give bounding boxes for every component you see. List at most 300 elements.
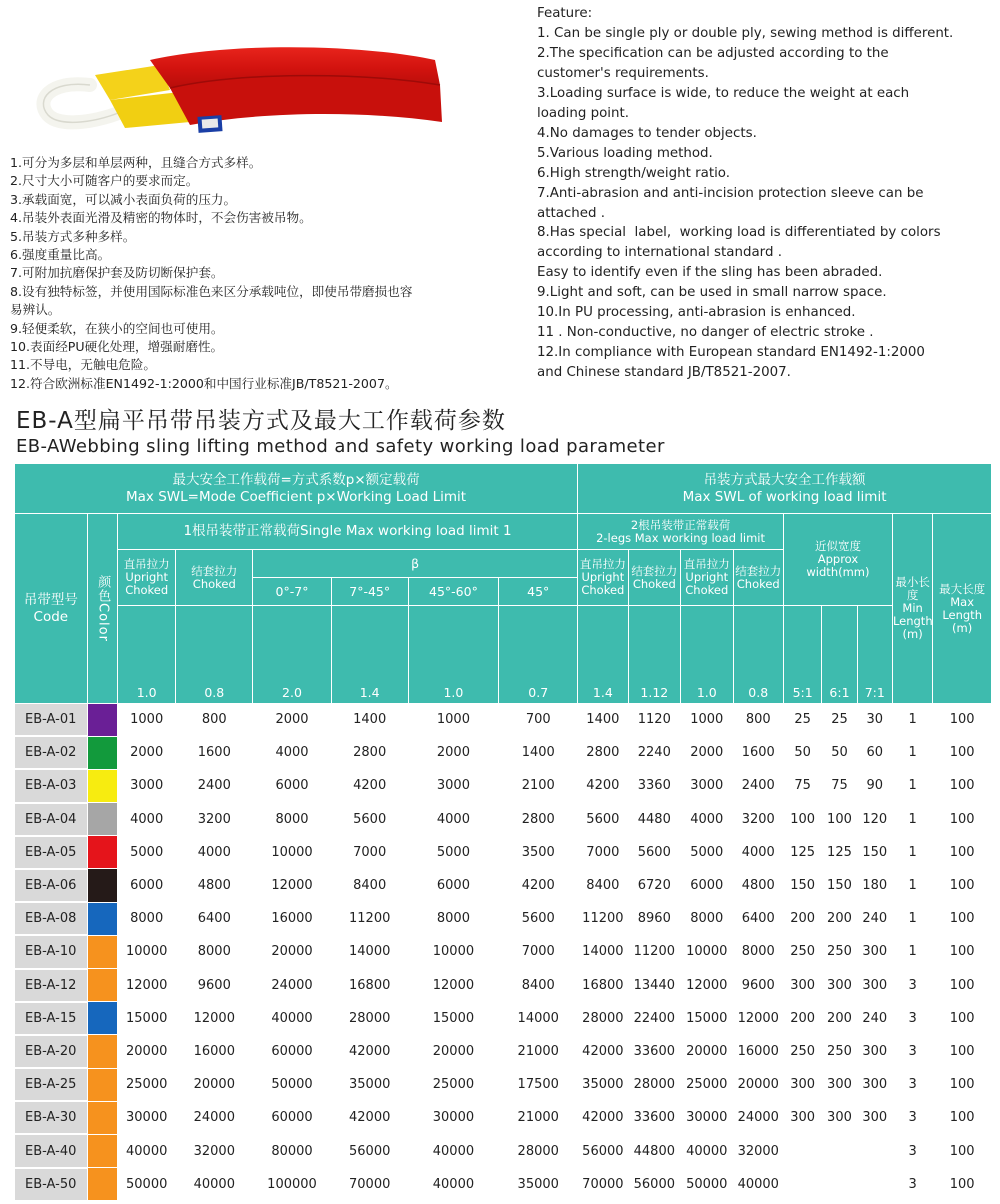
code-cell: EB-A-01	[15, 704, 88, 737]
header-choked: 结套拉力 Choked	[176, 550, 253, 606]
value-cell: 28000	[331, 1002, 408, 1035]
value-cell: 25	[822, 704, 857, 737]
value-cell: 5600	[331, 803, 408, 836]
value-cell: 22400	[628, 1002, 680, 1035]
value-cell: 100	[822, 803, 857, 836]
value-cell: 4000	[253, 736, 332, 769]
table-row	[15, 902, 992, 935]
color-swatch	[87, 803, 117, 836]
value-cell: 300	[783, 1101, 821, 1134]
value-cell: 12000	[176, 1002, 253, 1035]
value-cell: 5600	[628, 836, 680, 869]
table-row	[15, 704, 992, 737]
coefficient-cell: 1.0	[408, 606, 499, 704]
value-cell: 16000	[176, 1035, 253, 1068]
table-row	[15, 935, 992, 968]
value-cell: 1400	[331, 704, 408, 737]
value-cell: 2000	[253, 704, 332, 737]
value-cell: 24000	[253, 969, 332, 1002]
code-cell: EB-A-02	[15, 736, 88, 769]
value-cell: 5000	[681, 836, 733, 869]
feature-cn-line: 11.不导电，无触电危险。	[10, 357, 156, 373]
value-cell: 3	[892, 1002, 932, 1035]
value-cell: 10000	[117, 935, 176, 968]
value-cell	[822, 1134, 857, 1167]
value-cell: 3000	[117, 769, 176, 802]
feature-en-line: according to international standard .	[537, 245, 782, 261]
header-single: 1根吊装带正常载荷Single Max working load limit 1	[117, 514, 577, 550]
value-cell: 1000	[408, 704, 499, 737]
value-cell	[857, 1168, 892, 1201]
value-cell: 200	[783, 902, 821, 935]
table-row	[15, 736, 992, 769]
value-cell: 125	[822, 836, 857, 869]
value-cell: 4000	[408, 803, 499, 836]
header-angle-2: 45°-60°	[408, 578, 499, 606]
value-cell: 17500	[499, 1068, 578, 1101]
value-cell: 150	[857, 836, 892, 869]
feature-en-line: 3.Loading surface is wide, to reduce the weight at each	[537, 85, 910, 101]
value-cell: 21000	[499, 1035, 578, 1068]
feature-en-line: Easy to identify even if the sling has been abraded.	[537, 265, 883, 281]
value-cell: 3360	[628, 769, 680, 802]
color-swatch	[87, 1134, 117, 1167]
value-cell: 1600	[733, 736, 783, 769]
feature-en-line: 12.In compliance with European standard EN1492-1:2000	[537, 345, 925, 361]
feature-cn-line: 5.吊装方式多种多样。	[10, 228, 136, 244]
value-cell: 100	[933, 1035, 992, 1068]
feature-en-line: 9.Light and soft, can be used in small narrow space.	[537, 285, 887, 301]
value-cell: 10000	[253, 836, 332, 869]
value-cell: 1000	[681, 704, 733, 737]
value-cell: 16800	[578, 969, 628, 1002]
value-cell: 70000	[331, 1168, 408, 1201]
value-cell: 2000	[408, 736, 499, 769]
value-cell: 30000	[408, 1101, 499, 1134]
value-cell: 125	[783, 836, 821, 869]
value-cell: 13440	[628, 969, 680, 1002]
value-cell: 1	[892, 869, 932, 902]
feature-en-line: and Chinese standard JB/T8521-2007.	[537, 365, 791, 381]
value-cell: 6000	[253, 769, 332, 802]
value-cell: 5000	[117, 836, 176, 869]
code-cell: EB-A-04	[15, 803, 88, 836]
value-cell: 40000	[408, 1134, 499, 1167]
code-cell: EB-A-12	[15, 969, 88, 1002]
value-cell: 100	[933, 769, 992, 802]
value-cell: 42000	[578, 1035, 628, 1068]
value-cell: 33600	[628, 1101, 680, 1134]
value-cell: 50000	[253, 1068, 332, 1101]
feature-en-line: 6.High strength/weight ratio.	[537, 165, 731, 181]
value-cell: 250	[783, 1035, 821, 1068]
value-cell: 11200	[578, 902, 628, 935]
header-min-length: 最小长度 Min Length (m)	[892, 514, 932, 704]
value-cell: 3200	[733, 803, 783, 836]
value-cell: 2400	[176, 769, 253, 802]
value-cell: 3	[892, 1168, 932, 1201]
value-cell: 8000	[117, 902, 176, 935]
color-swatch	[87, 869, 117, 902]
value-cell: 2240	[628, 736, 680, 769]
color-swatch	[87, 935, 117, 968]
value-cell: 60000	[253, 1101, 332, 1134]
value-cell: 12000	[681, 969, 733, 1002]
value-cell: 25000	[681, 1068, 733, 1101]
value-cell: 7000	[578, 836, 628, 869]
value-cell: 28000	[578, 1002, 628, 1035]
header-angle-1: 7°-45°	[331, 578, 408, 606]
feature-en-line: loading point.	[537, 105, 629, 121]
header-color: 颜色Color	[87, 514, 117, 704]
color-swatch	[87, 1168, 117, 1201]
value-cell: 3	[892, 1101, 932, 1134]
value-cell: 3500	[499, 836, 578, 869]
coefficient-cell: 0.8	[176, 606, 253, 704]
value-cell: 200	[783, 1002, 821, 1035]
value-cell: 6720	[628, 869, 680, 902]
value-cell: 8000	[408, 902, 499, 935]
value-cell: 8400	[331, 869, 408, 902]
code-cell: EB-A-15	[15, 1002, 88, 1035]
feature-en-line: 11 . Non-conductive, no danger of electric stroke .	[537, 325, 874, 341]
value-cell: 35000	[499, 1168, 578, 1201]
value-cell: 300	[857, 969, 892, 1002]
value-cell: 1	[892, 736, 932, 769]
value-cell: 44800	[628, 1134, 680, 1167]
feature-cn-line: 10.表面经PU硬化处理，增强耐磨性。	[10, 339, 224, 355]
value-cell: 4000	[176, 836, 253, 869]
value-cell: 16000	[733, 1035, 783, 1068]
code-cell: EB-A-40	[15, 1134, 88, 1167]
value-cell: 6000	[117, 869, 176, 902]
value-cell: 100	[933, 803, 992, 836]
feature-cn-line: 8.设有独特标签，并使用国际标准色来区分承载吨位，即使吊带磨损也容	[10, 283, 413, 299]
value-cell: 100	[933, 969, 992, 1002]
value-cell: 100	[933, 1068, 992, 1101]
value-cell: 300	[857, 935, 892, 968]
value-cell: 1400	[578, 704, 628, 737]
code-cell: EB-A-08	[15, 902, 88, 935]
header-max-length: 最大长度 Max Length (m)	[933, 514, 992, 704]
table-row	[15, 869, 992, 902]
table-row	[15, 1168, 992, 1201]
value-cell: 56000	[578, 1134, 628, 1167]
color-swatch	[87, 1002, 117, 1035]
value-cell: 4200	[578, 769, 628, 802]
value-cell: 3000	[408, 769, 499, 802]
value-cell: 14000	[578, 935, 628, 968]
value-cell: 2800	[331, 736, 408, 769]
value-cell: 75	[822, 769, 857, 802]
coefficient-cell: 7:1	[857, 606, 892, 704]
feature-list-en	[537, 4, 992, 383]
value-cell: 300	[857, 1068, 892, 1101]
value-cell: 3	[892, 969, 932, 1002]
value-cell: 32000	[176, 1134, 253, 1167]
value-cell: 20000	[408, 1035, 499, 1068]
value-cell: 8000	[253, 803, 332, 836]
value-cell: 4000	[681, 803, 733, 836]
value-cell: 8400	[578, 869, 628, 902]
header-formula: 最大安全工作载荷=方式系数p×额定载荷 Max SWL=Mode Coefficient p×Working Load Limit	[15, 464, 578, 514]
value-cell: 14000	[331, 935, 408, 968]
value-cell: 5600	[499, 902, 578, 935]
value-cell: 8960	[628, 902, 680, 935]
value-cell: 6400	[733, 902, 783, 935]
value-cell: 1	[892, 935, 932, 968]
value-cell: 4000	[117, 803, 176, 836]
color-swatch	[87, 836, 117, 869]
feature-en-line: 8.Has special label, working load is differentiated by colors	[537, 225, 941, 241]
value-cell: 50000	[681, 1168, 733, 1201]
value-cell: 1400	[499, 736, 578, 769]
value-cell: 5000	[408, 836, 499, 869]
value-cell: 16800	[331, 969, 408, 1002]
code-cell: EB-A-30	[15, 1101, 88, 1134]
coefficient-cell: 1.4	[578, 606, 628, 704]
feature-en-line: 7.Anti-abrasion and anti-incision protection sleeve can be	[537, 185, 924, 201]
feature-cn-line: 3.承载面宽，可以减小表面负荷的压力。	[10, 191, 237, 207]
feature-cn-line: 6.强度重量比高。	[10, 247, 111, 263]
value-cell: 1600	[176, 736, 253, 769]
value-cell: 150	[822, 869, 857, 902]
value-cell: 2800	[499, 803, 578, 836]
value-cell: 11200	[628, 935, 680, 968]
value-cell: 60	[857, 736, 892, 769]
value-cell: 56000	[628, 1168, 680, 1201]
value-cell: 100	[933, 704, 992, 737]
value-cell: 24000	[733, 1101, 783, 1134]
value-cell: 33600	[628, 1035, 680, 1068]
value-cell: 100	[933, 902, 992, 935]
coefficient-cell: 1.0	[681, 606, 733, 704]
value-cell: 30000	[117, 1101, 176, 1134]
coefficient-cell: 1.4	[331, 606, 408, 704]
feature-cn-line: 9.轻便柔软，在狭小的空间也可使用。	[10, 320, 224, 336]
value-cell: 300	[783, 969, 821, 1002]
code-cell: EB-A-06	[15, 869, 88, 902]
value-cell: 75	[783, 769, 821, 802]
value-cell: 28000	[628, 1068, 680, 1101]
value-cell: 300	[822, 1068, 857, 1101]
value-cell: 42000	[578, 1101, 628, 1134]
value-cell: 15000	[681, 1002, 733, 1035]
value-cell: 20000	[681, 1035, 733, 1068]
value-cell: 100000	[253, 1168, 332, 1201]
code-cell: EB-A-25	[15, 1068, 88, 1101]
table-row	[15, 769, 992, 802]
value-cell: 150	[783, 869, 821, 902]
header-two-upright-2: 直吊拉力 Upright Choked	[681, 550, 733, 606]
value-cell: 10000	[408, 935, 499, 968]
header-angle-3: 45°	[499, 578, 578, 606]
value-cell: 3	[892, 1068, 932, 1101]
code-cell: EB-A-20	[15, 1035, 88, 1068]
value-cell: 8400	[499, 969, 578, 1002]
value-cell: 7000	[331, 836, 408, 869]
value-cell: 800	[176, 704, 253, 737]
feature-list-cn	[10, 154, 480, 393]
value-cell: 5600	[578, 803, 628, 836]
coefficient-cell: 0.8	[733, 606, 783, 704]
value-cell: 6000	[681, 869, 733, 902]
color-swatch	[87, 1035, 117, 1068]
value-cell: 240	[857, 902, 892, 935]
value-cell: 42000	[331, 1035, 408, 1068]
value-cell: 20000	[176, 1068, 253, 1101]
value-cell: 40000	[117, 1134, 176, 1167]
value-cell: 8000	[733, 935, 783, 968]
feature-en-line: attached .	[537, 205, 606, 221]
color-swatch	[87, 736, 117, 769]
header-max-swl: 吊装方式最大安全工作载额 Max SWL of working load limit	[578, 464, 992, 514]
header-code: 吊带型号 Code	[15, 514, 88, 704]
section-title-en: EB-AWebbing sling lifting method and safety working load parameter	[16, 436, 665, 457]
value-cell: 15000	[408, 1002, 499, 1035]
header-two-upright: 直吊拉力 Upright Choked	[578, 550, 628, 606]
value-cell: 4000	[733, 836, 783, 869]
feature-cn-line: 易辨认。	[10, 302, 61, 318]
table-row	[15, 803, 992, 836]
value-cell: 30	[857, 704, 892, 737]
value-cell: 56000	[331, 1134, 408, 1167]
feature-en-line: customer's requirements.	[537, 65, 709, 81]
code-cell: EB-A-03	[15, 769, 88, 802]
feature-en-line: 4.No damages to tender objects.	[537, 125, 757, 141]
value-cell: 8000	[176, 935, 253, 968]
value-cell: 4480	[628, 803, 680, 836]
value-cell: 10000	[681, 935, 733, 968]
value-cell: 25000	[117, 1068, 176, 1101]
value-cell: 700	[499, 704, 578, 737]
value-cell: 300	[783, 1068, 821, 1101]
value-cell: 240	[857, 1002, 892, 1035]
value-cell: 100	[933, 1168, 992, 1201]
feature-cn-line: 1.可分为多层和单层两种，且缝合方式多样。	[10, 155, 262, 170]
value-cell: 2000	[681, 736, 733, 769]
value-cell: 40000	[176, 1168, 253, 1201]
load-parameter-table	[14, 463, 992, 1202]
header-approx-width: 近似宽度 Approx width(mm)	[783, 514, 892, 606]
section-title-cn: EB-A型扁平吊带吊装方式及最大工作载荷参数	[16, 408, 506, 434]
value-cell: 35000	[578, 1068, 628, 1101]
value-cell: 4800	[176, 869, 253, 902]
value-cell: 100	[933, 1101, 992, 1134]
value-cell: 28000	[499, 1134, 578, 1167]
value-cell: 1	[892, 803, 932, 836]
value-cell: 3	[892, 1035, 932, 1068]
value-cell: 12000	[733, 1002, 783, 1035]
value-cell: 14000	[499, 1002, 578, 1035]
table-row	[15, 1068, 992, 1101]
color-swatch	[87, 1101, 117, 1134]
value-cell	[783, 1134, 821, 1167]
value-cell: 50000	[117, 1168, 176, 1201]
value-cell: 4800	[733, 869, 783, 902]
header-two-legs: 2根吊装带正常载荷 2-legs Max working load limit	[578, 514, 784, 550]
feature-en-line: 10.In PU processing, anti-abrasion is enhanced.	[537, 305, 856, 321]
value-cell: 8000	[681, 902, 733, 935]
value-cell: 16000	[253, 902, 332, 935]
value-cell: 1120	[628, 704, 680, 737]
value-cell: 32000	[733, 1134, 783, 1167]
value-cell: 100	[783, 803, 821, 836]
coefficient-cell: 2.0	[253, 606, 332, 704]
value-cell: 60000	[253, 1035, 332, 1068]
value-cell: 200	[822, 1002, 857, 1035]
value-cell: 300	[822, 1101, 857, 1134]
value-cell: 1	[892, 902, 932, 935]
value-cell: 100	[933, 935, 992, 968]
feature-en-line: 1. Can be single ply or double ply, sewing method is different.	[537, 25, 954, 41]
header-two-choked: 结套拉力 Choked	[628, 550, 680, 606]
color-swatch	[87, 902, 117, 935]
value-cell: 300	[857, 1101, 892, 1134]
coefficient-cell: 6:1	[822, 606, 857, 704]
header-upright: 直吊拉力 Upright Choked	[117, 550, 176, 606]
feature-cn-line: 4.吊装外表面光滑及精密的物体时，不会伤害被吊物。	[10, 210, 312, 226]
header-beta: β	[253, 550, 578, 578]
value-cell: 100	[933, 836, 992, 869]
value-cell: 40000	[733, 1168, 783, 1201]
value-cell: 250	[822, 935, 857, 968]
color-swatch	[87, 1068, 117, 1101]
value-cell: 1	[892, 704, 932, 737]
value-cell: 1	[892, 836, 932, 869]
header-two-choked-2: 结套拉力 Choked	[733, 550, 783, 606]
value-cell: 9600	[733, 969, 783, 1002]
code-cell: EB-A-10	[15, 935, 88, 968]
code-cell: EB-A-05	[15, 836, 88, 869]
value-cell: 3200	[176, 803, 253, 836]
value-cell: 100	[933, 869, 992, 902]
coefficient-cell: 0.7	[499, 606, 578, 704]
value-cell: 180	[857, 869, 892, 902]
value-cell: 120	[857, 803, 892, 836]
value-cell: 21000	[499, 1101, 578, 1134]
value-cell	[857, 1134, 892, 1167]
value-cell: 25000	[408, 1068, 499, 1101]
value-cell: 20000	[733, 1068, 783, 1101]
feature-cn-line: 2.尺寸大小可随客户的要求而定。	[10, 173, 199, 189]
value-cell: 20000	[117, 1035, 176, 1068]
value-cell: 250	[783, 935, 821, 968]
value-cell: 25	[783, 704, 821, 737]
value-cell: 6400	[176, 902, 253, 935]
value-cell: 15000	[117, 1002, 176, 1035]
value-cell: 40000	[408, 1168, 499, 1201]
value-cell: 100	[933, 1002, 992, 1035]
coefficient-cell: 1.12	[628, 606, 680, 704]
value-cell: 40000	[681, 1134, 733, 1167]
value-cell: 2400	[733, 769, 783, 802]
value-cell: 300	[822, 969, 857, 1002]
value-cell: 2000	[117, 736, 176, 769]
value-cell: 4200	[499, 869, 578, 902]
table-row	[15, 836, 992, 869]
value-cell: 4200	[331, 769, 408, 802]
value-cell: 7000	[499, 935, 578, 968]
coefficient-cell: 5:1	[783, 606, 821, 704]
code-cell: EB-A-50	[15, 1168, 88, 1201]
value-cell: 9600	[176, 969, 253, 1002]
value-cell	[783, 1168, 821, 1201]
value-cell: 200	[822, 902, 857, 935]
value-cell: 3	[892, 1134, 932, 1167]
feature-en-line: 5.Various loading method.	[537, 145, 713, 161]
value-cell: 12000	[253, 869, 332, 902]
